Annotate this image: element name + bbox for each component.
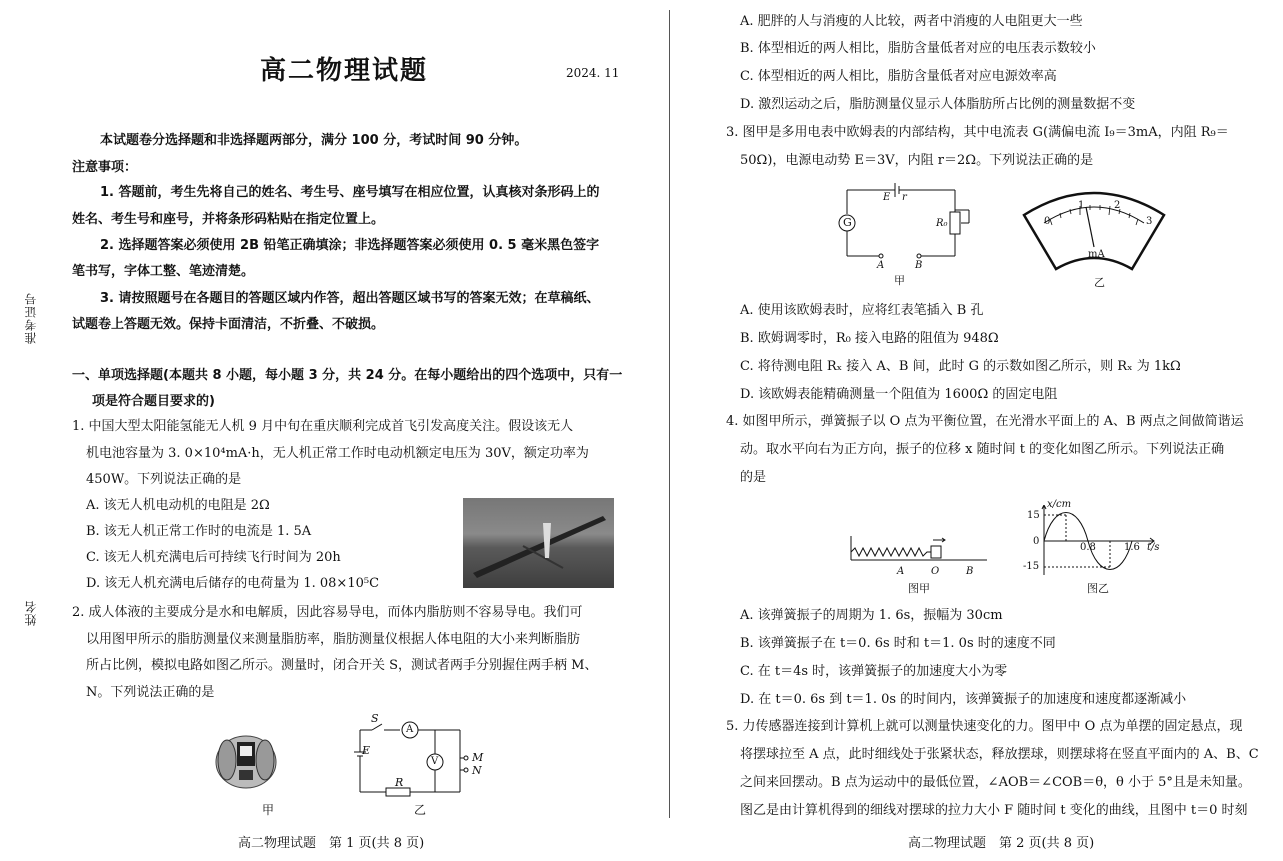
q3-fig-yi-caption: 乙 xyxy=(1094,276,1105,289)
q2-label-r: R xyxy=(395,776,404,789)
note-2b: 笔书写，字体工整、笔迹清楚。 xyxy=(72,264,255,279)
q5-stem-1: 5. 力传感器连接到计算机上就可以测量快速变化的力。图甲中 O 点为单摆的固定悬点，现 xyxy=(726,719,1243,734)
q3-option-b: B. 欧姆调零时，R₀ 接入电路的阻值为 948Ω xyxy=(740,331,999,346)
q2-option-b: B. 体型相近的两人相比，脂肪含量低者对应的电压表示数较小 xyxy=(740,41,1096,56)
exam-date: 2024. 11 xyxy=(566,66,620,80)
q4-option-d: D. 在 t＝0. 6s 到 t＝1. 0s 的时间内，该弹簧振子的加速度和速度都逐渐减小 xyxy=(740,692,1187,707)
notes-title: 注意事项： xyxy=(72,160,138,175)
note-1b: 姓名、考生号和座号，并将条形码粘贴在指定位置上。 xyxy=(72,212,385,227)
fat-meter-figure xyxy=(215,730,277,800)
q3-stem-1: 3. 图甲是多用电表中欧姆表的内部结构，其中电流表 G(满偏电流 I₉＝3mA，内阻 R₉＝ xyxy=(726,125,1229,140)
q3-terminal-a: A xyxy=(877,260,885,271)
q1-option-a: A. 该无人机电动机的电阻是 2Ω xyxy=(86,498,270,513)
q4-option-c: C. 在 t＝4s 时，该弹簧振子的加速度大小为零 xyxy=(740,664,1008,679)
q3-option-d: D. 该欧姆表能精确测量一个阻值为 1600Ω 的固定电阻 xyxy=(740,387,1058,402)
q4-fig-jia-caption: 图甲 xyxy=(908,582,930,595)
q2-option-c: C. 体型相近的两人相比，脂肪含量低者对应电源效率高 xyxy=(740,69,1057,84)
q2-stem-3: 所占比例，模拟电路如图乙所示。测量时，闭合开关 S，测试者两手分别握住两手柄 M、 xyxy=(86,658,598,673)
dial-tick-3: 3 xyxy=(1146,216,1153,227)
q3-label-e: E xyxy=(883,192,891,203)
q2-option-d: D. 激烈运动之后，脂肪测量仪显示人体脂肪所占比例的测量数据不变 xyxy=(740,97,1136,112)
dial-tick-0: 0 xyxy=(1044,216,1051,227)
q5-stem-2: 将摆球拉至 A 点，此时细线处于张紧状态，释放摆球，则摆球将在竖直平面内的 A、B、C xyxy=(740,747,1259,762)
graph-tick-16: 1.6 xyxy=(1124,542,1140,553)
q2-fig-yi-caption: 乙 xyxy=(414,803,427,817)
q1-option-b: B. 该无人机正常工作时的电流是 1. 5A xyxy=(86,524,312,539)
q4-stem-2: 动。取水平向右为正方向，振子的位移 x 随时间 t 的变化如图乙所示。下列说法正确 xyxy=(740,442,1225,457)
q4-stem-3: 的是 xyxy=(740,470,767,485)
q1-stem-1: 1. 中国大型太阳能氢能无人机 9 月中旬在重庆顺利完成首飞引发高度关注。假设该无人 xyxy=(72,419,574,434)
q2-label-voltmeter: V xyxy=(431,756,439,767)
section-heading-cont: 项是符合题目要求的) xyxy=(92,394,215,409)
q2-stem-1: 2. 成人体液的主要成分是水和电解质，因此容易导电，而体内脂肪则不容易导电。我们可 xyxy=(72,605,583,620)
spring-label-b: B xyxy=(966,566,974,577)
q3-label-r: r xyxy=(902,192,907,203)
q3-label-r0: R₀ xyxy=(936,218,948,229)
q2-label-e: E xyxy=(362,744,371,757)
dial-unit: mA xyxy=(1088,249,1105,260)
spring-label-o: O xyxy=(931,566,940,577)
q1-stem-3: 450W。下列说法正确的是 xyxy=(86,472,242,487)
dial-tick-2: 2 xyxy=(1114,200,1121,211)
graph-tick-15: 15 xyxy=(1027,510,1040,521)
q3-terminal-b: B xyxy=(915,260,923,271)
footer-right: 高二物理试题 第 2 页(共 8 页) xyxy=(908,836,1095,851)
q4-fig-yi-caption: 图乙 xyxy=(1087,582,1109,595)
displacement-time-graph xyxy=(1040,505,1165,577)
q1-stem-2: 机电池容量为 3. 0×10⁴mA·h，无人机正常工作时电动机额定电压为 30V，额定功率为 xyxy=(86,446,589,461)
note-1a: 1. 答题前，考生先将自己的姓名、考生号、座号填写在相应位置，认真核对条形码上的 xyxy=(100,185,600,200)
graph-tick-neg15: -15 xyxy=(1023,561,1040,572)
q2-label-s: S xyxy=(371,712,379,725)
graph-y-label: x/cm xyxy=(1047,499,1072,510)
q2-stem-2: 以用图甲所示的脂肪测量仪来测量脂肪率，脂肪测量仪根据人体电阻的大小来判断脂肪 xyxy=(86,632,581,647)
exam-number-label: 准考证号 xyxy=(24,292,38,344)
intro-line: 本试题卷分选择题和非选择题两部分，满分 100 分，考试时间 90 分钟。 xyxy=(100,133,528,148)
note-3a: 3. 请按照题号在各题目的答题区域内作答，超出答题区域书写的答案无效；在草稿纸、 xyxy=(100,291,600,306)
q5-stem-3: 之间来回摆动。B 点为运动中的最低位置，∠AOB＝∠COB＝θ，θ 小于 5°且是未知量。 xyxy=(740,775,1251,790)
graph-x-label: t/s xyxy=(1147,542,1160,553)
q4-option-b: B. 该弹簧振子在 t＝0. 6s 时和 t＝1. 0s 时的速度不同 xyxy=(740,636,1056,651)
graph-tick-08: 0.8 xyxy=(1080,542,1096,553)
note-3b: 试题卷上答题无效。保持卡面清洁，不折叠、不破损。 xyxy=(72,317,385,332)
fat-meter-circuit xyxy=(350,712,490,802)
spring-label-a: A xyxy=(897,566,905,577)
q3-option-a: A. 使用该欧姆表时，应将红表笔插入 B 孔 xyxy=(740,303,984,318)
name-label: 姓名 xyxy=(24,600,38,626)
page-title: 高二物理试题 xyxy=(260,56,429,86)
q3-fig-jia-caption: 甲 xyxy=(894,274,905,287)
note-2a: 2. 选择题答案必须使用 2B 铅笔正确填涂；非选择题答案必须使用 0. 5 毫米黑色签字 xyxy=(100,238,600,253)
q3-label-g: G xyxy=(843,216,852,229)
dial-tick-1: 1 xyxy=(1078,200,1085,211)
q2-label-n: N xyxy=(472,764,482,777)
q2-label-m: M xyxy=(472,751,484,764)
q2-stem-4: N。下列说法正确的是 xyxy=(86,685,215,700)
q3-option-c: C. 将待测电阻 Rₓ 接入 A、B 间，此时 G 的示数如图乙所示，则 Rₓ 为 1kΩ xyxy=(740,359,1181,374)
footer-left: 高二物理试题 第 1 页(共 8 页) xyxy=(238,836,425,851)
q2-option-a: A. 肥胖的人与消瘦的人比较，两者中消瘦的人电阻更大一些 xyxy=(740,14,1083,29)
graph-tick-0: 0 xyxy=(1033,536,1040,547)
section-heading: 一、单项选择题(本题共 8 小题，每小题 3 分，共 24 分。在每小题给出的四个选项中，只有一 xyxy=(72,368,623,383)
page-divider xyxy=(669,10,670,818)
q4-stem-1: 4. 如图甲所示，弹簧振子以 O 点为平衡位置，在光滑水平面上的 A、B 两点之间做简谐运 xyxy=(726,414,1244,429)
q4-option-a: A. 该弹簧振子的周期为 1. 6s，振幅为 30cm xyxy=(740,608,1003,623)
spring-oscillator-figure xyxy=(845,532,990,564)
q3-stem-2: 50Ω)，电源电动势 E＝3V，内阻 r＝2Ω。下列说法正确的是 xyxy=(740,153,1094,168)
q2-fig-jia-caption: 甲 xyxy=(262,803,275,817)
drone-photo xyxy=(463,498,614,588)
q5-stem-4: 图乙是由计算机得到的细线对摆球的拉力大小 F 随时间 t 变化的曲线，且图中 t＝0 时刻 xyxy=(740,803,1248,818)
q2-label-ammeter: A xyxy=(406,724,414,735)
q1-option-c: C. 该无人机充满电后可持续飞行时间为 20h xyxy=(86,550,341,565)
q1-option-d: D. 该无人机充满电后储存的电荷量为 1. 08×10⁵C xyxy=(86,576,380,591)
